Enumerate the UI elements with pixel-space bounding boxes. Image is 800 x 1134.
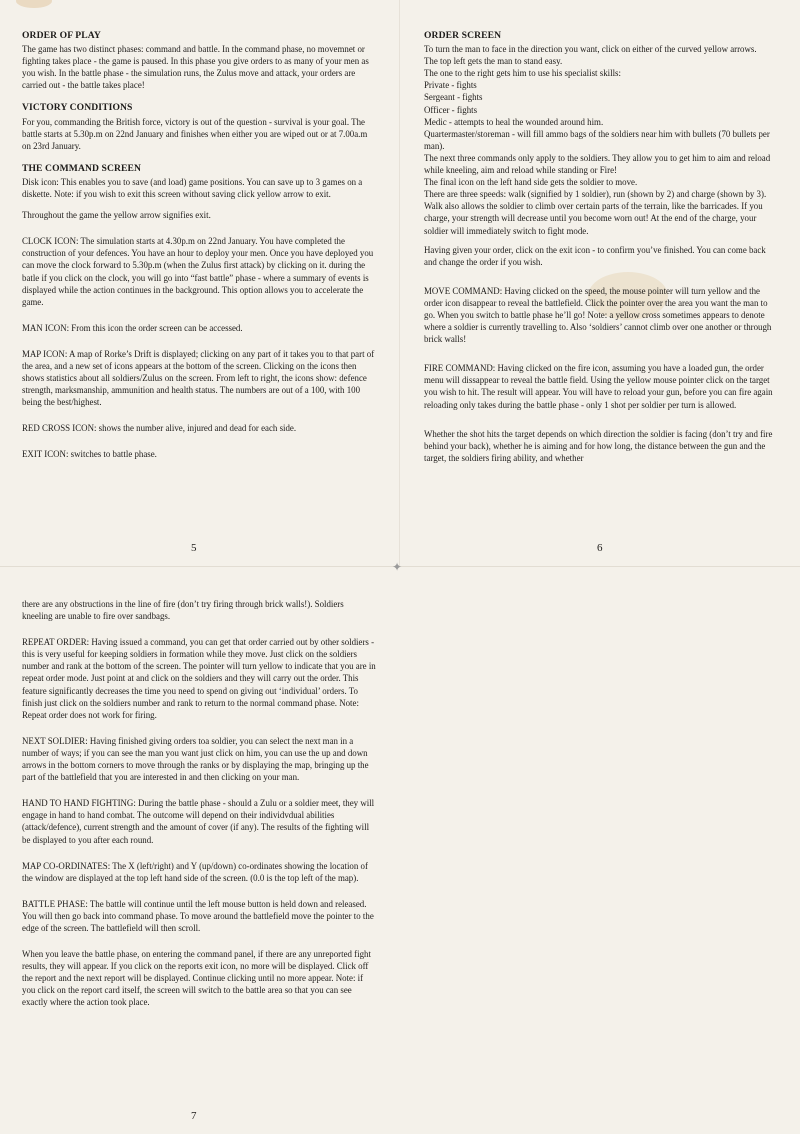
page-6 [424, 30, 778, 473]
heading-order-screen: ORDER SCREEN [424, 30, 502, 41]
page-7 [22, 598, 376, 1018]
stain-mark [16, 0, 52, 8]
section-victory-conditions [22, 102, 376, 151]
page-5 [22, 30, 376, 470]
paragraph-battle-phase: BATTLE PHASE: The battle will continue until the left mouse button is held down and released. You will then go back into command phase. To move around the battlefield move the pointer to the edge of the screen. The battlefield will then scroll. [22, 898, 374, 933]
paragraph-clock-icon: CLOCK ICON: The simulation starts at 4.30p.m on 22nd January. You have completed the construction of your defences. You have an hour to deploy your men. Once you have deployed you can move the clock forward to 5.30p.m (when the Zulus first attack) by clicking on it. during the batle if you click on the clock, you will go into “fast battle” phase - where a summary of events is displayed while the action continues in the background. This option allows you to accelerate the game. [22, 236, 374, 307]
line: The top left gets the man to stand easy. [424, 56, 563, 67]
paragraph-disk-icon: Disk icon: This enables you to save (and load) game positions. You can save up to 3 games on a diskette. Note: if you wish to exit this screen without saving click yellow arrow to exit. [22, 176, 363, 200]
page-number-6: 6 [597, 542, 603, 554]
paragraph: For you, commanding the British force, victory is out of the question - survival is your goal. The battle starts at 5.30p.m on 22nd January and finishes when either you are wiped out or at 7.00a.m on 23rd January. [22, 116, 368, 151]
paragraph-move-command: MOVE COMMAND: Having clicked on the speed, the mouse pointer will turn yellow and the order icon disappear to reveal the battlefield. Click the pointer over the area you want the man to go. When you switch to battle phase he’ll go! Note: a yellow cross sometimes appears to denote where a soldier is currently travelling to. Also ‘soldiers’ cannot climb over one another or through brick walls! [424, 285, 772, 345]
heading-order-of-play: ORDER OF PLAY [22, 30, 101, 41]
paragraph: The game has two distinct phases: command and battle. In the command phase, no movemnet or fighting takes place - the game is paused. In this phase you give orders to as many of your men as you wish. In the battle phase - the simulation runs, the Zulus move and attack, your orders are carried out - the battle takes place! [22, 44, 369, 91]
paragraph-fire-command: FIRE COMMAND: Having clicked on the fire icon, assuming you have a loaded gun, the order menu will dissappear to reveal the battle field. Using the yellow mouse pointer click on the target you wish to hit. The result will appear. You will have to reload your gun, before you can fire again reloading only takes during the battle phase - only 1 shot per soldier per turn is allowed. [424, 363, 773, 410]
line: Sergeant - fights [424, 92, 483, 103]
page-number-7: 7 [191, 1110, 197, 1122]
paragraph-whether: Whether the shot hits the target depends on which direction the soldier is facing (don’t try and fire behind your back), whether he is aiming and for how long, the distance between the gun and the target, the soldiers firing ability, and whether [424, 428, 773, 463]
page-fold-vertical [399, 0, 400, 566]
section-order-screen [424, 30, 778, 268]
line: Officer - fights [424, 104, 478, 115]
line: Private - fights [424, 80, 477, 91]
line: To turn the man to face in the direction you want, click on either of the curved yellow arrows. [424, 44, 757, 55]
paragraph-continued: there are any obstructions in the line of fire (don’t try firing through brick walls!). Soldiers kneeling are unable to fire over sandbags. [22, 599, 344, 622]
paragraph-leave-battle: When you leave the battle phase, on entering the command panel, if there are any unreported fight results, they will appear. If you click on the reports exit icon, no more will be displayed. Click off the report and the next report will be displayed. Continue clicking until no more appear. Note: if you click on the report card itself, the screen will switch to the battle area so that you can see exactly where the action took place. [22, 949, 371, 1008]
heading-command-screen: THE COMMAND SCREEN [22, 162, 142, 174]
paragraph-having-given: Having given your order, click on the exit icon - to confirm you’ve finished. You can come back and change the order if you wish. [424, 244, 766, 267]
paragraph-hand-to-hand: HAND TO HAND FIGHTING: During the battle phase - should a Zulu or a soldier meet, they will engage in hand to hand combat. The outcome will depend on their individvdual abilities (attack/defence), current strength and the amount of cover (if any). The results of the fighting will be displayed to you after each round. [22, 798, 375, 845]
paragraph-next-soldier: NEXT SOLDIER: Having finished giving orders toa soldier, you can select the next man in a number of ways; if you can see the man you want just click on him, you can use the up and down arrows in the bottom corners to move through the ranks or by displaying the map, bringing up the part of the battlefield that you are interested in and then clicking on your man. [22, 735, 369, 783]
crop-mark-icon: ✦ [392, 560, 403, 574]
heading-victory-conditions: VICTORY CONDITIONS [22, 102, 133, 114]
paragraph-red-cross-icon: RED CROSS ICON: shows the number alive, injured and dead for each side. [22, 423, 297, 434]
paragraph-yellow-arrow: Throughout the game the yellow arrow signifies exit. [22, 210, 211, 221]
line: There are three speeds: walk (signified by 1 soldier), run (shown by 2) and charge (shown by 3). Walk also allows the soldier to climb over certain parts of the terrain, like the barricades. If you charge, your strength will decrease until you become worn out! At the end of the charge, your soldier will immediately switch to fight mode. [424, 189, 767, 236]
paragraph-map-icon: MAP ICON: A map of Rorke’s Drift is displayed; clicking on any part of it takes you to that part of the area, and a new set of icons appears at the bottom of the screen. Clicking on the icons then shows statistics about all soldiers/Zulus on the screen. From left to right, the icons show: defence strength, marksmanship, ammunition and health status. The numbers are out of a 100, with 100 being the best/highest. [22, 348, 375, 408]
section-command-screen [22, 163, 376, 461]
paragraph-exit-icon: EXIT ICON: switches to battle phase. [22, 449, 157, 460]
paragraph-man-icon: MAN ICON: From this icon the order screen can be accessed. [22, 322, 243, 333]
page-number-5: 5 [191, 542, 197, 554]
paragraph-repeat-order: REPEAT ORDER: Having issued a command, you can get that order carried out by other soldiers - this is very useful for keeping soldiers in formation while they move. Just click on the soldiers number and rank at the bottom of the screen. The pointer will turn yellow to indicate that you are in repeat order mode. Just point at and click on the soldiers and they will carry out the order. This feature significantly decreases the time you need to spend on giving out ‘individual’ orders. To finish just click on the soldiers number and rank to return to the normal command phase. Note: Repeat order does not work for firing. [22, 637, 376, 720]
line: The next three commands only apply to the soldiers. They allow you to get him to aim and reload while kneeling, aim and reload while standing or Fire! [424, 152, 771, 176]
line: Quartermaster/storeman - will fill ammo bags of the soldiers near him with bullets (70 bullets per man). [424, 128, 770, 151]
paragraph-map-coordinates: MAP CO-ORDINATES: The X (left/right) and Y (up/down) co-ordinates showing the location of the window are displayed at the top left hand side of the screen. (0.0 is the top left of the map). [22, 860, 368, 883]
line: Medic - attempts to heal the wounded around him. [424, 116, 604, 127]
line: The final icon on the left hand side gets the soldier to move. [424, 177, 638, 188]
line: The one to the right gets him to use his specialist skills: [424, 68, 621, 79]
section-order-of-play [22, 30, 376, 91]
